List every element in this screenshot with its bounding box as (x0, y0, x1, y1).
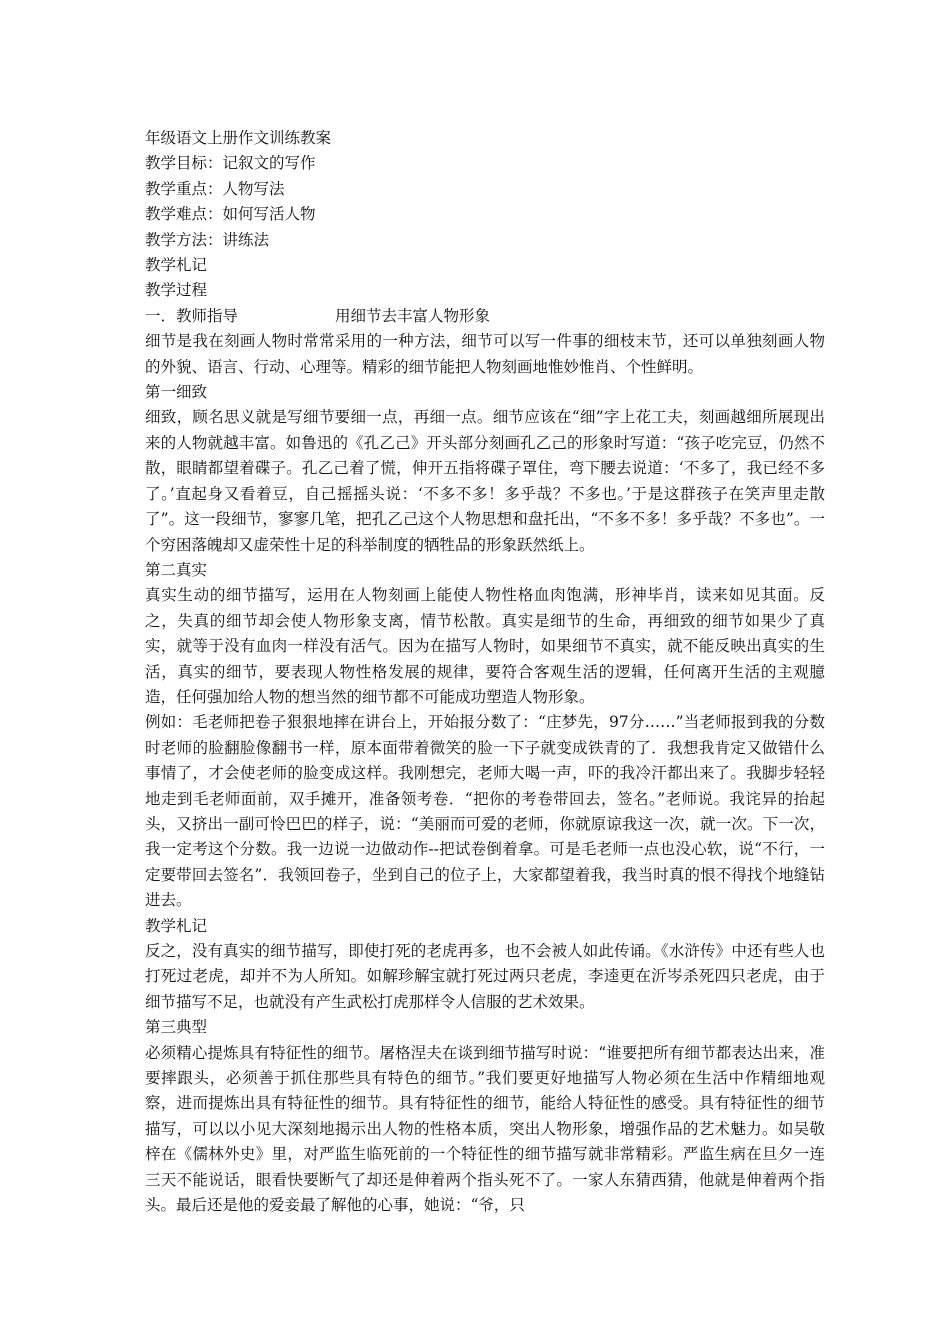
document-title: 年级语文上册作文训练教案 (145, 129, 332, 147)
teaching-notes-label: 教学札记 (145, 256, 208, 275)
intro-paragraph: 细节是我在刻画人物时常常采用的一种方法，细节可以写一件事的细枝末节，还可以单独刻画人物的外貌、语言、行动、心理等。精彩的细节能把人物刻画地惟妙惟肖、个性鲜明。 (145, 332, 825, 376)
section-heading-left: 一．教师指导 (145, 306, 239, 325)
paragraph-typical: 必须精心提炼具有特征性的细节。屠格涅夫在谈到细节描写时说：“谁要把所有细节都表达出来，准要摔跟头，必须善于抓住那些具有特色的细节。”我们要更好地描写人物必须在生活中作精细地观察，进而提炼出具有特征性的细节。具有特征性的细节，能给人特征性的感受。具有特征性的细节描写，可以以小见大深刻地揭示出人物的性格本质，突出人物形象，增强作品的艺术魅力。如吴敬梓在《儒林外史》里，对严监生临死前的一个特征性的细节描写就非常精彩。严监生病在旦夕一连三天不能说话，眼看快要断气了却还是伸着两个指头死不了。一家人东猜西猜，他就是伸着两个指头。最后还是他的爱妾最了解他的心事，她说：“爷，只 (145, 1043, 825, 1215)
section-heading-row (145, 304, 825, 329)
paragraph-truth: 真实生动的细节描写，运用在人物刻画上能使人物性格血肉饱满，形神毕肖，读来如见其面。反之，失真的细节却会使人物形象支离，情节松散。真实是细节的生命，再细致的细节如果少了真实，就等于没有血肉一样没有活气。因为在描写人物时，如果细节不真实，就不能反映出真实的生活，真实的细节，要表现人物性格发展的规律，要符合客观生活的逻辑，任何离开生活的主观臆造，任何强加给人物的想当然的细节都不可能成功塑造人物形象。 (145, 586, 825, 706)
teaching-goal: 教学目标：记叙文的写作 (145, 154, 316, 173)
teaching-method: 教学方法：讲练法 (145, 230, 270, 249)
paragraph-contrast: 反之，没有真实的细节描写，即使打死的老虎再多，也不会被人如此传诵。《水浒传》中还有些人也打死过老虎，却并不为人所知。如解珍解宝就打死过两只老虎，李逵更在沂岑杀死四只老虎，由于细节描写不足，也就没有产生武松打虎那样令人信服的艺术效果。 (145, 942, 825, 1011)
subheading-truth: 第二真实 (145, 560, 208, 579)
teaching-notes-label-2: 教学札记 (145, 916, 208, 935)
paragraph-detail: 细致，顾名思义就是写细节要细一点，再细一点。细节应该在“细”字上花工夫，刻画越细所展现出来的人物就越丰富。如鲁迅的《孔乙己》开头部分刻画孔乙己的形象时写道：“孩子吃完豆，仍然不散，眼睛都望着碟子。孔乙己着了慌，伸开五指将碟子罩住，弯下腰去说道：‘不多了，我已经不多了。’直起身又看着豆，自己摇摇头说：‘不多不多！多乎哉？不多也。’于是这群孩子在笑声里走散了”。这一段细节，寥寥几笔，把孔乙己这个人物思想和盘托出，“不多不多！多乎哉？不多也”。一个穷困落魄却又虚荣性十足的科举制度的牺牲品的形象跃然纸上。 (145, 408, 825, 554)
subheading-typical: 第三典型 (145, 1018, 208, 1037)
teaching-difficulty: 教学难点：如何写活人物 (145, 205, 316, 224)
teaching-key-point: 教学重点：人物写法 (145, 179, 285, 198)
teaching-process-label: 教学过程 (145, 281, 208, 300)
document-page (145, 126, 825, 1218)
section-heading-right: 用细节去丰富人物形象 (335, 306, 491, 325)
subheading-detail: 第一细致 (145, 383, 208, 402)
paragraph-example: 例如：毛老师把卷子狠狠地摔在讲台上，开始报分数了：“庄梦先，97分……”当老师报到我的分数时老师的脸翻脸像翻书一样，原本面带着微笑的脸一下子就变成铁青的了．我想我肯定又做错什么事情了，才会使老师的脸变成这样。我刚想完，老师大喝一声，吓的我冷汗都出来了。我脚步轻轻地走到毛老师面前，双手摊开，准备领考卷．“把你的考卷带回去，签名。”老师说。我诧异的抬起头，又挤出一副可怜巴巴的样子，说：“美丽而可爱的老师，你就原谅我这一次，就一次。下一次，我一定考这个分数。我一边说一边做动作--把试卷倒着拿。可是毛老师一点也没心软，说“不行，一定要带回去签名”．我领回卷子，坐到自己的位子上，大家都望着我，我当时真的恨不得找个地缝钻进去。 (145, 713, 825, 910)
